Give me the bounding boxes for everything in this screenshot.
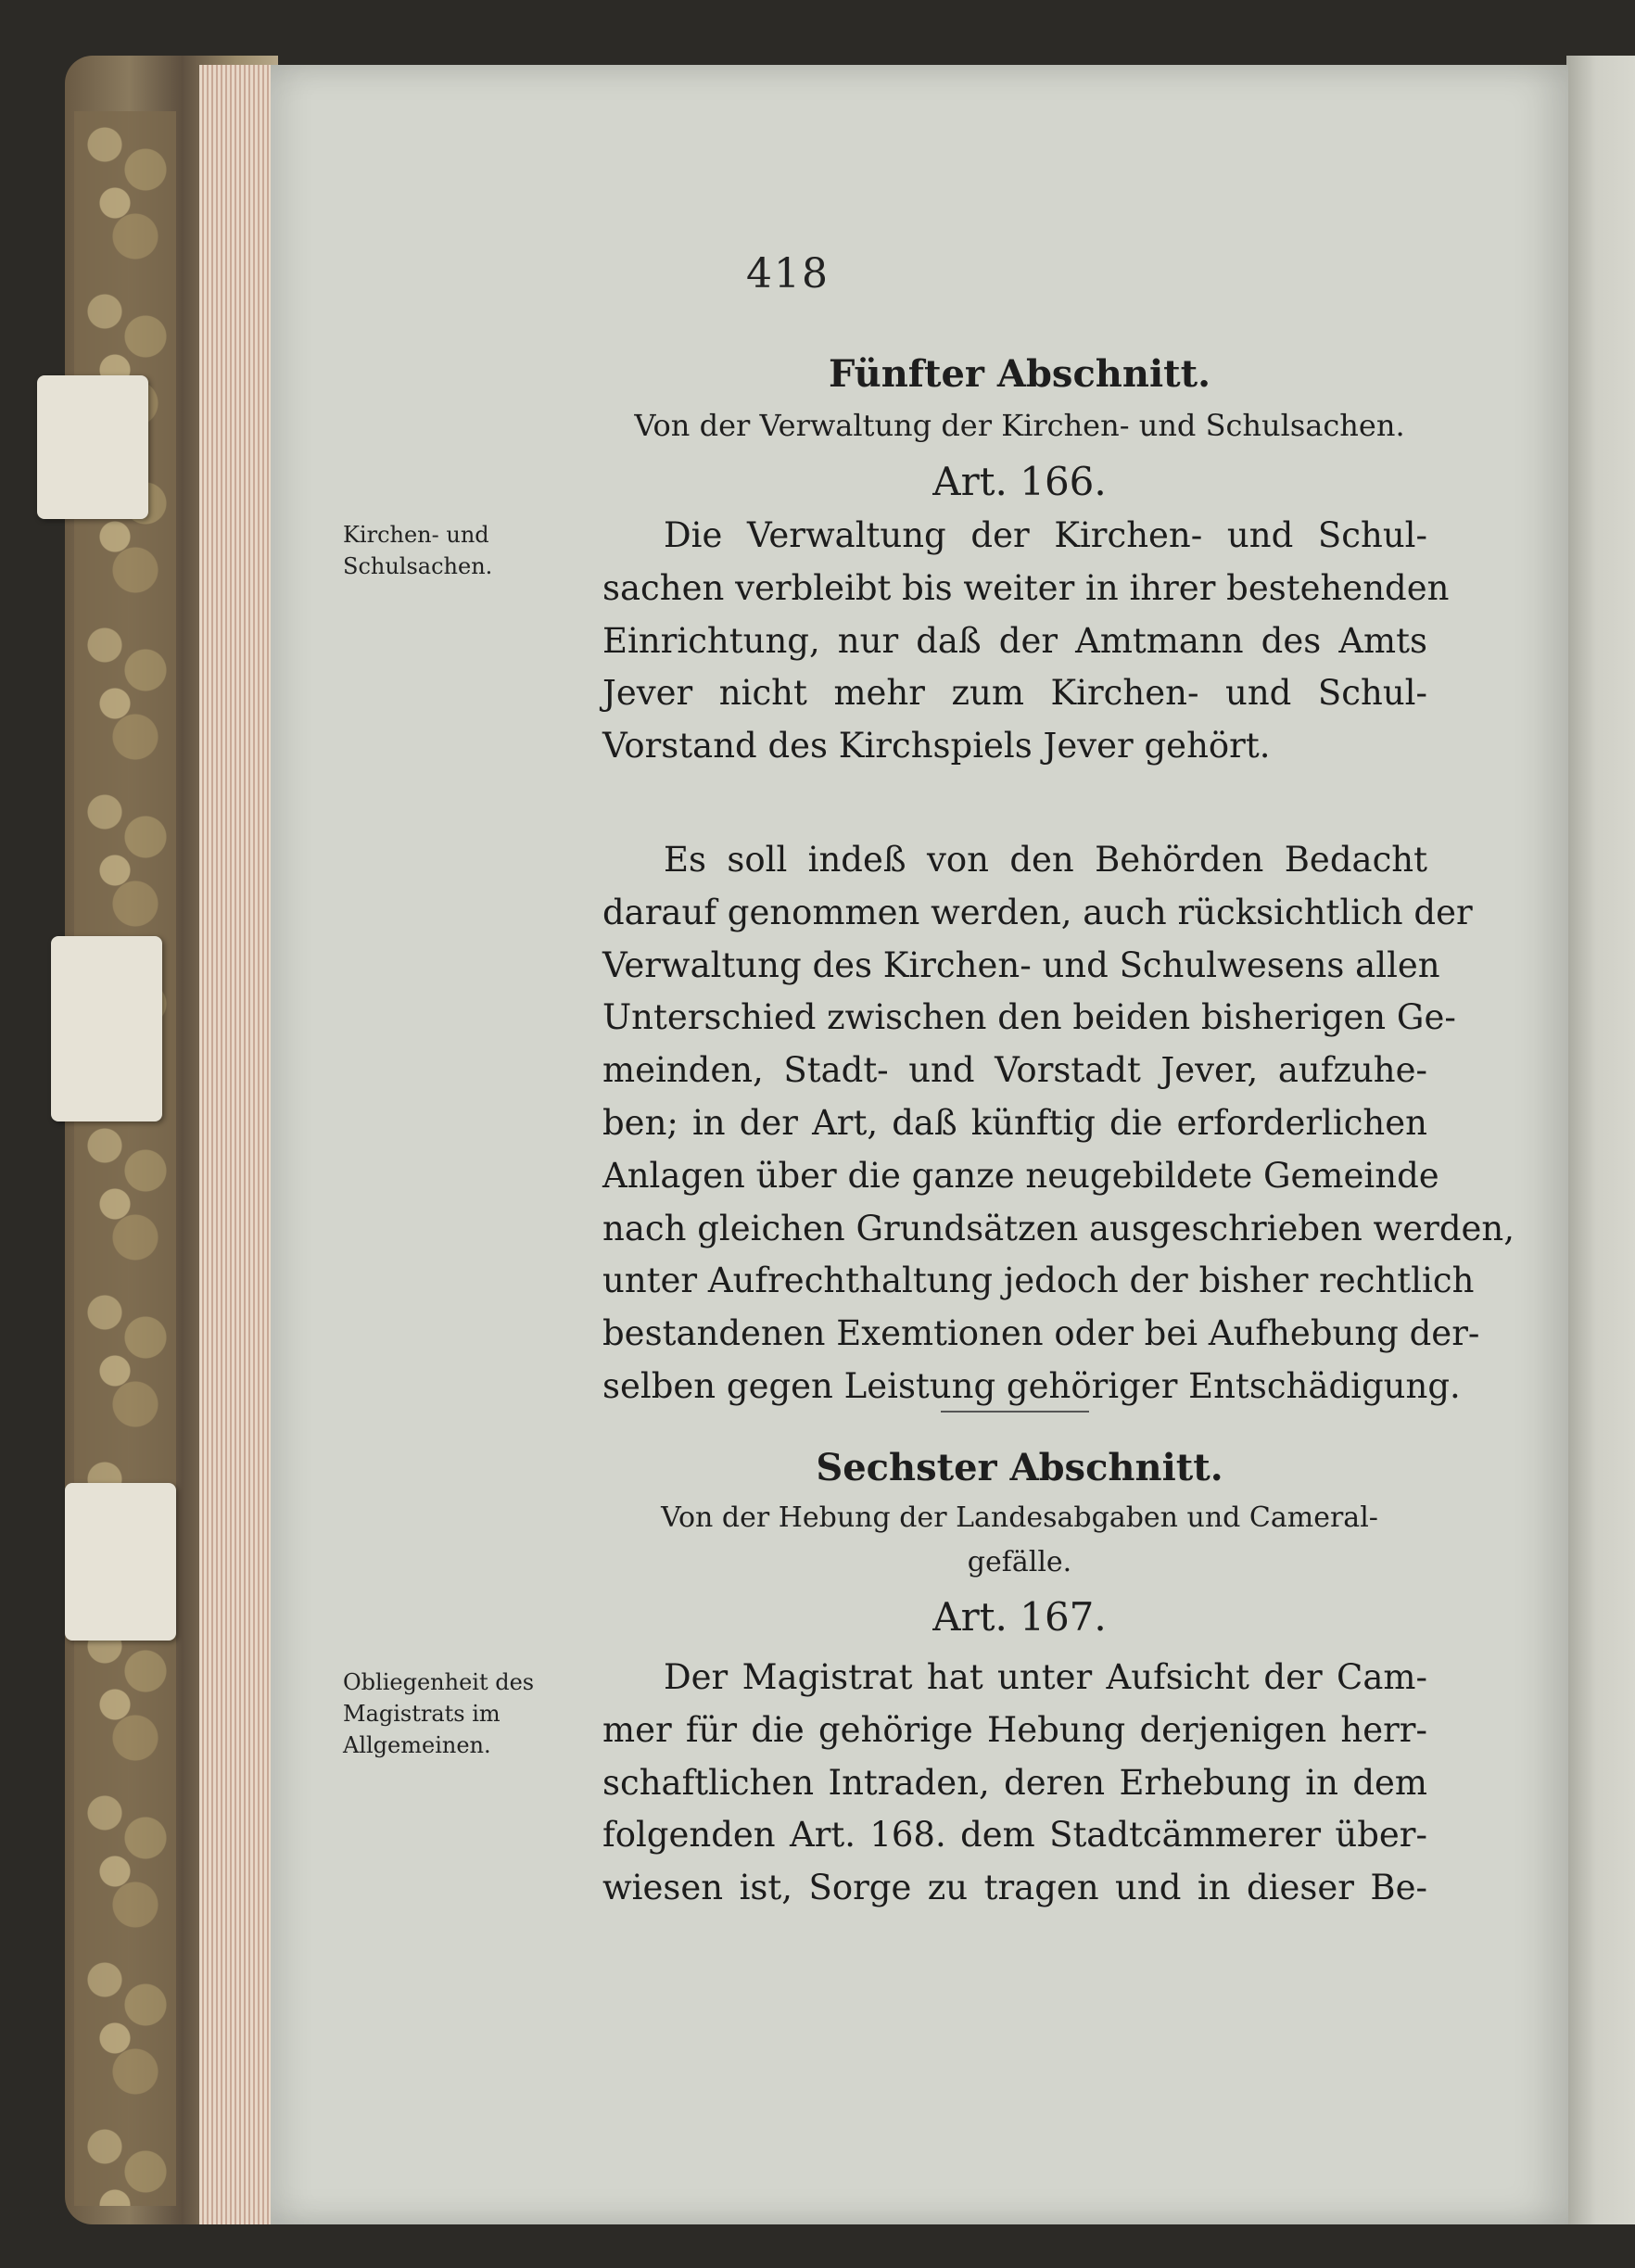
section-subtitle-continued: gefälle. (967, 1546, 1072, 1578)
text-line: meinden, Stadt- und Vorstadt Jever, aufzuhe- (602, 1050, 1427, 1091)
text-line: Es soll indeß von den Behörden Bedacht (664, 840, 1427, 880)
margin-note-line: Schulsachen. (343, 553, 493, 579)
paragraph (602, 834, 1515, 1413)
text-line: Anlagen über die ganze neugebildete Gemeinde (602, 1155, 1439, 1196)
text-line: ben; in der Art, daß künftig die erforderlichen (602, 1102, 1427, 1143)
text-line: wiesen ist, Sorge zu tragen und in dieser Be- (602, 1868, 1427, 1908)
article-number: Art. 166. (932, 459, 1107, 504)
section-title: Fünfter Abschnitt. (828, 352, 1211, 396)
paragraph (602, 1652, 1427, 1915)
book-page (271, 65, 1568, 2224)
text-line: folgenden Art. 168. dem Stadtcämmerer über- (602, 1815, 1427, 1856)
text-line: Einrichtung, nur daß der Amtmann des Amts (602, 620, 1427, 661)
page-tab (37, 375, 148, 519)
text-line: selben gegen Leistung gehöriger Entschädigung. (602, 1365, 1461, 1406)
page-tab (65, 1483, 176, 1641)
section-divider (941, 1411, 1089, 1413)
text-line: Verwaltung des Kirchen- und Schulwesens allen (602, 944, 1440, 985)
text-line: bestandenen Exemtionen oder bei Aufhebung der- (602, 1313, 1480, 1354)
text-line: Unterschied zwischen den beiden bisherigen Ge- (602, 997, 1456, 1038)
text-line: darauf genommen werden, auch rücksichtlich der (602, 892, 1473, 932)
facing-page-edge (1566, 56, 1635, 2224)
page-tab (51, 936, 162, 1121)
text-line: sachen verbleibt bis weiter in ihrer bestehenden (602, 567, 1450, 608)
page-number: 418 (746, 250, 830, 298)
section-title: Sechster Abschnitt. (816, 1446, 1223, 1489)
article-number: Art. 167. (932, 1594, 1107, 1640)
margin-note (343, 1666, 593, 1761)
text-line: mer für die gehörige Hebung derjenigen herr- (602, 1709, 1427, 1750)
margin-note-line: Kirchen- und (343, 522, 489, 548)
section-subtitle: Von der Verwaltung der Kirchen- und Schulsachen. (634, 408, 1405, 443)
margin-note (343, 519, 593, 582)
text-line: Jever nicht mehr zum Kirchen- und Schul- (602, 673, 1427, 714)
section-subtitle: Von der Hebung der Landesabgaben und Cameral- (661, 1501, 1378, 1534)
margin-note-line: Magistrats im (343, 1701, 501, 1727)
margin-note-line: Obliegenheit des (343, 1669, 535, 1695)
text-line: Vorstand des Kirchspiels Jever gehört. (602, 726, 1271, 767)
text-line: schaftlichen Intraden, deren Erhebung in dem (602, 1762, 1427, 1803)
text-line: unter Aufrechthaltung jedoch der bisher rechtlich (602, 1261, 1475, 1301)
text-line: Die Verwaltung der Kirchen- und Schul- (664, 515, 1427, 555)
text-line: nach gleichen Grundsätzen ausgeschrieben werden, (602, 1208, 1515, 1248)
paragraph (602, 510, 1450, 773)
margin-note-line: Allgemeinen. (343, 1732, 491, 1758)
text-line: Der Magistrat hat unter Aufsicht der Cam- (664, 1657, 1427, 1697)
